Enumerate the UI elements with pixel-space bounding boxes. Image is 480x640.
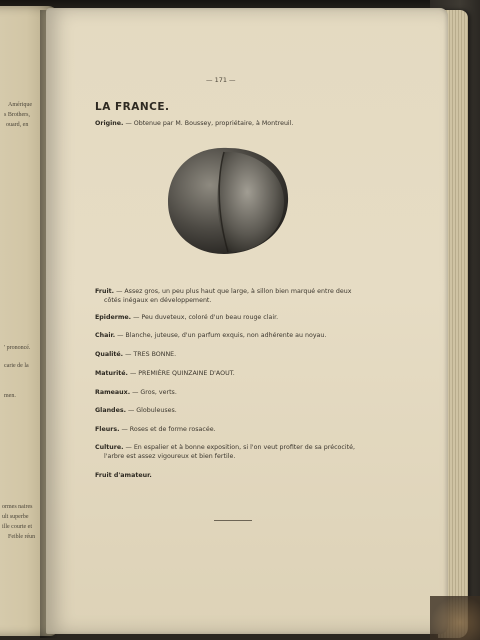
epiderme-text: — Peu duveteux, coloré d'un beau rouge clair.	[131, 314, 279, 321]
fleurs-line	[95, 426, 216, 433]
left-page-text: ' prononcé.	[4, 345, 31, 351]
culture-text: — En espalier et à bonne exposition, si l'on veut profiter de sa précocité,	[123, 444, 355, 451]
fleurs-label: Fleurs.	[95, 426, 120, 433]
rameaux-text: — Gros, verts.	[130, 389, 177, 396]
epiderme-line	[95, 314, 278, 321]
fruit-label: Fruit.	[95, 288, 115, 295]
thumb-shadow	[430, 596, 480, 640]
page-title: LA FRANCE.	[95, 101, 170, 113]
qualite-text: — TRES BONNE.	[123, 351, 177, 358]
left-page-text: Amérique	[8, 102, 32, 108]
fruit-amateur-line	[95, 472, 152, 479]
page-number: — 171 —	[206, 76, 236, 84]
divider-rule	[214, 520, 252, 521]
left-page-text: ormes naires	[2, 504, 33, 510]
chair-text: — Blanche, juteuse, d'un parfum exquis, non adhérente au noyau.	[115, 332, 327, 339]
maturite-line	[95, 370, 235, 377]
left-page-text: s Brothers,	[4, 112, 30, 118]
fruit-text: — Assez gros, un peu plus haut que large, à sillon bien marqué entre deux	[114, 288, 352, 295]
origine-line	[95, 120, 293, 127]
chair-label: Chair.	[95, 332, 116, 339]
fruit-line	[95, 288, 351, 295]
left-page-text: ult superbe	[2, 514, 29, 520]
epiderme-label: Epiderme.	[95, 314, 132, 321]
rameaux-label: Rameaux.	[95, 389, 131, 396]
left-page-text: carie de la	[4, 363, 29, 369]
qualite-line	[95, 351, 176, 358]
fleurs-text: — Roses et de forme rosacée.	[119, 426, 216, 433]
culture-label: Culture.	[95, 444, 124, 451]
fruit-line-2: côtés inégaux en développement.	[104, 297, 212, 304]
chair-line	[95, 332, 326, 339]
culture-line-2: l'arbre est assez vigoureux et bien fertile.	[104, 453, 236, 460]
glandes-label: Glandes.	[95, 407, 126, 414]
right-page	[46, 8, 448, 634]
fruit-amateur-label: Fruit d'amateur.	[95, 472, 152, 479]
origine-text: — Obtenue par M. Boussey, propriétaire, à Montreuil.	[123, 120, 294, 127]
origine-label: Origine.	[95, 120, 124, 127]
culture-line	[95, 444, 355, 451]
left-page-text: ille courte et	[2, 524, 32, 530]
left-page-text: ouard, en	[6, 122, 29, 128]
left-page-text: Feible réun	[8, 534, 36, 540]
peach-illustration	[162, 140, 294, 258]
maturite-text: — PREMIÈRE QUINZAINE D'AOUT.	[127, 370, 235, 377]
maturite-label: Maturité.	[95, 370, 128, 377]
glandes-line	[95, 407, 177, 414]
qualite-label: Qualité.	[95, 351, 124, 358]
left-page-text: men.	[4, 393, 16, 399]
rameaux-line	[95, 389, 177, 396]
glandes-text: — Globuleuses.	[125, 407, 177, 414]
